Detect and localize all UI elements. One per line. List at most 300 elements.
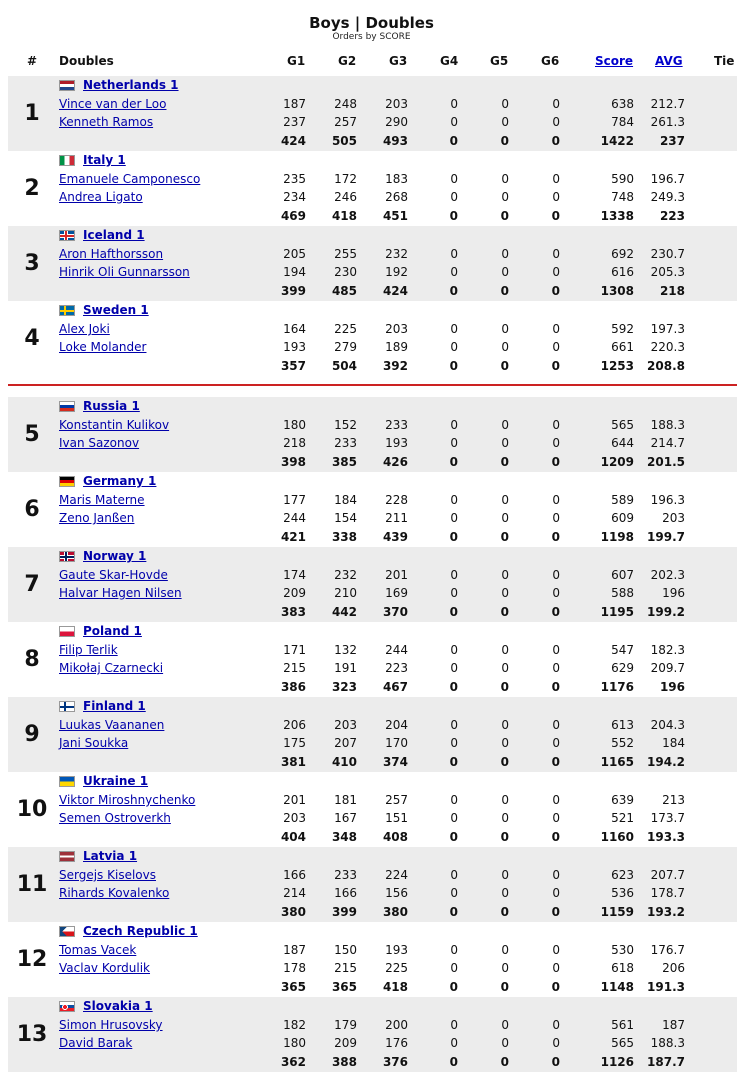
- rank-number: 12: [16, 947, 48, 972]
- player-name-link[interactable]: Sergejs Kiselovs: [59, 868, 156, 882]
- game-2-score: 485: [331, 284, 357, 298]
- game-6-score: 0: [551, 284, 560, 298]
- country-team-link[interactable]: Latvia 1: [83, 849, 138, 863]
- game-3-score: 189: [385, 340, 408, 354]
- game-1-score: 194: [283, 265, 306, 279]
- game-4-score: 0: [449, 605, 458, 619]
- game-4-score: 0: [450, 340, 458, 354]
- avg-value: 201.5: [647, 455, 685, 469]
- avg-value: 199.2: [647, 605, 685, 619]
- game-3-score: 169: [385, 586, 408, 600]
- rank-number: 11: [16, 872, 48, 897]
- game-6-score: 0: [551, 755, 560, 769]
- rank-number: 8: [24, 647, 40, 672]
- game-2-score: 248: [334, 97, 357, 111]
- game-5-score: 0: [501, 811, 509, 825]
- latvia-flag-icon: [59, 851, 75, 862]
- player-name-link[interactable]: Vaclav Kordulik: [59, 961, 151, 975]
- game-2-score: 207: [334, 736, 357, 750]
- team-block: [8, 547, 737, 622]
- player-name-link[interactable]: Aron Hafthorsson: [59, 247, 164, 261]
- avg-value: 196.3: [650, 493, 685, 507]
- score-value: 565: [611, 418, 634, 432]
- avg-value: 261.3: [650, 115, 685, 129]
- game-1-score: 182: [283, 1018, 306, 1032]
- game-3-score: 193: [385, 943, 408, 957]
- avg-value: 199.7: [647, 530, 685, 544]
- score-value: 1148: [600, 980, 634, 994]
- game-6-score: 0: [551, 209, 560, 223]
- score-value: 536: [611, 886, 634, 900]
- game-3-score: 192: [385, 265, 408, 279]
- sort-avg-link[interactable]: AVG: [655, 54, 683, 68]
- game-1-score: 365: [280, 980, 306, 994]
- game-4-score: 0: [450, 511, 458, 525]
- player-name-link[interactable]: Gaute Skar-Hovde: [59, 568, 168, 582]
- game-5-score: 0: [501, 718, 509, 732]
- rank-number: 6: [24, 497, 40, 522]
- game-5-score: 0: [501, 340, 509, 354]
- score-value: 1165: [600, 755, 634, 769]
- game-5-score: 0: [501, 1036, 509, 1050]
- game-1-score: 235: [283, 172, 306, 186]
- team-block: [8, 622, 737, 697]
- team-total-row: [8, 678, 737, 696]
- netherlands-flag-icon: [59, 80, 75, 91]
- game-5-score: 0: [501, 661, 509, 675]
- game-1-score: 174: [283, 568, 306, 582]
- avg-value: 188.3: [650, 1036, 685, 1050]
- game-1-score: 380: [280, 905, 306, 919]
- game-1-score: 244: [283, 511, 306, 525]
- game-5-score: 0: [501, 586, 509, 600]
- game-3-score: 233: [385, 418, 408, 432]
- team-block: [8, 397, 737, 472]
- player-name-link[interactable]: David Barak: [59, 1036, 133, 1050]
- game-5-score: 0: [500, 605, 509, 619]
- col-g2: G2: [338, 54, 357, 68]
- avg-value: 184: [662, 736, 685, 750]
- game-3-score: 408: [382, 830, 408, 844]
- country-team-link[interactable]: Slovakia 1: [83, 999, 153, 1013]
- game-4-score: 0: [450, 718, 458, 732]
- game-2-score: 348: [331, 830, 357, 844]
- game-1-score: 218: [283, 436, 306, 450]
- country-team-link[interactable]: Finland 1: [83, 699, 146, 713]
- game-4-score: 0: [450, 568, 458, 582]
- game-6-score: 0: [552, 1018, 560, 1032]
- player-row: [8, 1034, 737, 1052]
- game-3-score: 203: [385, 97, 408, 111]
- team-block: [8, 301, 737, 376]
- game-5-score: 0: [501, 172, 509, 186]
- score-value: 661: [611, 340, 634, 354]
- player-row: [8, 113, 737, 131]
- col-tie: Tie: [714, 54, 735, 68]
- avg-value: 209.7: [650, 661, 685, 675]
- col-g1: G1: [287, 54, 306, 68]
- player-name-link[interactable]: Filip Terlik: [59, 643, 118, 657]
- game-3-score: 374: [382, 755, 408, 769]
- game-1-score: 357: [280, 359, 306, 373]
- country-team-link[interactable]: Sweden 1: [83, 303, 149, 317]
- game-2-score: 257: [334, 115, 357, 129]
- game-3-score: 151: [385, 811, 408, 825]
- game-4-score: 0: [449, 284, 458, 298]
- player-name-link[interactable]: Ivan Sazonov: [59, 436, 140, 450]
- game-3-score: 223: [385, 661, 408, 675]
- player-name-link[interactable]: Jani Soukka: [59, 736, 129, 750]
- score-value: 623: [611, 868, 634, 882]
- avg-value: 187.7: [647, 1055, 685, 1069]
- game-2-score: 232: [334, 568, 357, 582]
- game-6-score: 0: [551, 830, 560, 844]
- player-row: [8, 941, 737, 959]
- avg-value: 214.7: [650, 436, 685, 450]
- game-6-score: 0: [552, 943, 560, 957]
- avg-value: 212.7: [650, 97, 685, 111]
- game-3-score: 211: [385, 511, 408, 525]
- player-name-link[interactable]: Alex Joki: [59, 322, 110, 336]
- player-row: [8, 959, 737, 977]
- game-5-score: 0: [501, 322, 509, 336]
- game-6-score: 0: [552, 643, 560, 657]
- game-2-score: 230: [334, 265, 357, 279]
- game-1-score: 178: [283, 961, 306, 975]
- avg-value: 237: [659, 134, 685, 148]
- rank-number: 7: [24, 572, 40, 597]
- score-value: 552: [611, 736, 634, 750]
- game-6-score: 0: [551, 134, 560, 148]
- game-6-score: 0: [552, 661, 560, 675]
- score-value: 618: [611, 961, 634, 975]
- column-header-row: [0, 54, 743, 72]
- avg-value: 207.7: [650, 868, 685, 882]
- iceland-flag-icon: [59, 230, 75, 241]
- game-6-score: 0: [552, 190, 560, 204]
- game-2-score: 338: [331, 530, 357, 544]
- game-5-score: 0: [501, 793, 509, 807]
- game-3-score: 176: [385, 1036, 408, 1050]
- game-1-score: 206: [283, 718, 306, 732]
- game-6-score: 0: [552, 265, 560, 279]
- game-4-score: 0: [450, 961, 458, 975]
- player-name-link[interactable]: Simon Hrusovsky: [59, 1018, 163, 1032]
- country-team-link[interactable]: Germany 1: [83, 474, 157, 488]
- game-6-score: 0: [551, 905, 560, 919]
- page-subtitle: Orders by SCORE: [332, 32, 411, 42]
- team-total-row: [8, 357, 737, 375]
- player-row: [8, 566, 737, 584]
- player-row: [8, 263, 737, 281]
- game-5-score: 0: [501, 436, 509, 450]
- avg-value: 191.3: [647, 980, 685, 994]
- game-2-score: 179: [334, 1018, 357, 1032]
- country-team-link[interactable]: Netherlands 1: [83, 78, 179, 92]
- game-4-score: 0: [449, 455, 458, 469]
- game-6-score: 0: [552, 586, 560, 600]
- game-4-score: 0: [450, 793, 458, 807]
- game-5-score: 0: [501, 247, 509, 261]
- team-total-row: [8, 828, 737, 846]
- player-row: [8, 509, 737, 527]
- game-1-score: 234: [283, 190, 306, 204]
- game-1-score: 164: [283, 322, 306, 336]
- game-4-score: 0: [450, 436, 458, 450]
- player-name-link[interactable]: Mikołaj Czarnecki: [59, 661, 164, 675]
- game-6-score: 0: [551, 530, 560, 544]
- game-5-score: 0: [500, 359, 509, 373]
- player-name-link[interactable]: Kenneth Ramos: [59, 115, 154, 129]
- country-team-link[interactable]: Czech Republic 1: [83, 924, 198, 938]
- game-3-score: 467: [382, 680, 408, 694]
- country-team-link[interactable]: Poland 1: [83, 624, 142, 638]
- score-value: 547: [611, 643, 634, 657]
- avg-value: 173.7: [650, 811, 685, 825]
- player-row: [8, 584, 737, 602]
- col-g6: G6: [541, 54, 560, 68]
- game-4-score: 0: [450, 1018, 458, 1032]
- player-name-link[interactable]: Andrea Ligato: [59, 190, 143, 204]
- team-total-row: [8, 753, 737, 771]
- game-5-score: 0: [501, 568, 509, 582]
- game-5-score: 0: [501, 511, 509, 525]
- game-1-score: 386: [280, 680, 306, 694]
- score-value: 616: [611, 265, 634, 279]
- qualification-cutoff-line: [8, 384, 737, 386]
- score-value: 592: [611, 322, 634, 336]
- russia-flag-icon: [59, 401, 75, 412]
- game-5-score: 0: [501, 961, 509, 975]
- score-value: 639: [611, 793, 634, 807]
- team-block: [8, 76, 737, 151]
- player-row: [8, 641, 737, 659]
- game-1-score: 171: [283, 643, 306, 657]
- team-total-row: [8, 282, 737, 300]
- game-6-score: 0: [552, 322, 560, 336]
- game-6-score: 0: [552, 511, 560, 525]
- ukraine-flag-icon: [59, 776, 75, 787]
- game-1-score: 201: [283, 793, 306, 807]
- col-rank: #: [27, 54, 38, 68]
- game-2-score: 210: [334, 586, 357, 600]
- avg-value: 204.3: [650, 718, 685, 732]
- game-1-score: 166: [283, 868, 306, 882]
- game-6-score: 0: [552, 97, 560, 111]
- game-5-score: 0: [501, 265, 509, 279]
- team-total-row: [8, 453, 737, 471]
- game-2-score: 385: [331, 455, 357, 469]
- player-name-link[interactable]: Viktor Miroshnychenko: [59, 793, 196, 807]
- player-name-link[interactable]: Emanuele Camponesco: [59, 172, 201, 186]
- player-name-link[interactable]: Maris Materne: [59, 493, 145, 507]
- player-row: [8, 1016, 737, 1034]
- avg-value: 205.3: [650, 265, 685, 279]
- score-value: 1253: [600, 359, 634, 373]
- rank-number: 10: [16, 797, 48, 822]
- player-name-link[interactable]: Zeno Janßen: [59, 511, 135, 525]
- game-6-score: 0: [552, 718, 560, 732]
- game-1-score: 469: [280, 209, 306, 223]
- game-6-score: 0: [552, 811, 560, 825]
- player-name-link[interactable]: Semen Ostroverkh: [59, 811, 171, 825]
- avg-value: 188.3: [650, 418, 685, 432]
- player-name-link[interactable]: Halvar Hagen Nilsen: [59, 586, 182, 600]
- country-team-link[interactable]: Iceland 1: [83, 228, 145, 242]
- game-2-score: 504: [331, 359, 357, 373]
- game-4-score: 0: [450, 115, 458, 129]
- game-4-score: 0: [449, 755, 458, 769]
- game-4-score: 0: [450, 661, 458, 675]
- player-row: [8, 188, 737, 206]
- player-row: [8, 416, 737, 434]
- avg-value: 220.3: [650, 340, 685, 354]
- rank-number: 2: [24, 176, 40, 201]
- game-2-score: 225: [334, 322, 357, 336]
- game-1-score: 180: [283, 418, 306, 432]
- game-2-score: 418: [331, 209, 357, 223]
- game-4-score: 0: [449, 134, 458, 148]
- score-value: 1160: [600, 830, 634, 844]
- score-value: 609: [611, 511, 634, 525]
- avg-value: 213: [662, 793, 685, 807]
- czech-flag-icon: [59, 926, 75, 937]
- game-2-score: 233: [334, 868, 357, 882]
- game-3-score: 225: [385, 961, 408, 975]
- game-1-score: 193: [283, 340, 306, 354]
- game-6-score: 0: [552, 115, 560, 129]
- player-name-link[interactable]: Tomas Vacek: [59, 943, 137, 957]
- avg-value: 230.7: [650, 247, 685, 261]
- avg-value: 193.2: [647, 905, 685, 919]
- game-2-score: 209: [334, 1036, 357, 1050]
- country-team-link[interactable]: Russia 1: [83, 399, 140, 413]
- team-total-row: [8, 903, 737, 921]
- game-3-score: 201: [385, 568, 408, 582]
- game-6-score: 0: [552, 493, 560, 507]
- game-6-score: 0: [552, 568, 560, 582]
- team-total-row: [8, 603, 737, 621]
- game-3-score: 244: [385, 643, 408, 657]
- game-2-score: 150: [334, 943, 357, 957]
- game-1-score: 203: [283, 811, 306, 825]
- player-name-link[interactable]: Loke Molander: [59, 340, 147, 354]
- avg-value: 197.3: [650, 322, 685, 336]
- page-header: [0, 14, 743, 42]
- score-value: 589: [611, 493, 634, 507]
- game-2-score: 442: [331, 605, 357, 619]
- game-4-score: 0: [449, 530, 458, 544]
- game-3-score: 376: [382, 1055, 408, 1069]
- country-team-link[interactable]: Norway 1: [83, 549, 147, 563]
- game-2-score: 184: [334, 493, 357, 507]
- game-2-score: 132: [334, 643, 357, 657]
- team-total-row: [8, 528, 737, 546]
- avg-value: 178.7: [650, 886, 685, 900]
- score-value: 521: [611, 811, 634, 825]
- game-5-score: 0: [500, 980, 509, 994]
- game-3-score: 203: [385, 322, 408, 336]
- game-5-score: 0: [501, 868, 509, 882]
- game-2-score: 172: [334, 172, 357, 186]
- score-value: 590: [611, 172, 634, 186]
- team-block: [8, 226, 737, 301]
- score-value: 1126: [600, 1055, 634, 1069]
- player-name-link[interactable]: Luukas Vaananen: [59, 718, 165, 732]
- game-4-score: 0: [450, 868, 458, 882]
- game-3-score: 424: [382, 284, 408, 298]
- score-value: 1308: [600, 284, 634, 298]
- game-2-score: 203: [334, 718, 357, 732]
- game-5-score: 0: [501, 643, 509, 657]
- player-row: [8, 320, 737, 338]
- game-6-score: 0: [552, 340, 560, 354]
- player-name-link[interactable]: Hinrik Oli Gunnarsson: [59, 265, 190, 279]
- game-1-score: 205: [283, 247, 306, 261]
- team-block: [8, 922, 737, 997]
- avg-value: 249.3: [650, 190, 685, 204]
- country-team-link[interactable]: Ukraine 1: [83, 774, 149, 788]
- game-6-score: 0: [552, 793, 560, 807]
- avg-value: 203: [662, 511, 685, 525]
- game-4-score: 0: [450, 886, 458, 900]
- game-1-score: 362: [280, 1055, 306, 1069]
- game-2-score: 388: [331, 1055, 357, 1069]
- game-4-score: 0: [450, 493, 458, 507]
- game-2-score: 323: [331, 680, 357, 694]
- game-5-score: 0: [501, 943, 509, 957]
- avg-value: 223: [659, 209, 685, 223]
- player-row: [8, 95, 737, 113]
- player-name-link[interactable]: Vince van der Loo: [59, 97, 167, 111]
- game-5-score: 0: [501, 115, 509, 129]
- player-row: [8, 245, 737, 263]
- team-block: [8, 997, 737, 1072]
- avg-value: 218: [659, 284, 685, 298]
- game-5-score: 0: [501, 493, 509, 507]
- game-6-score: 0: [552, 886, 560, 900]
- game-1-score: 421: [280, 530, 306, 544]
- player-name-link[interactable]: Rihards Kovalenko: [59, 886, 170, 900]
- game-1-score: 383: [280, 605, 306, 619]
- score-value: 644: [611, 436, 634, 450]
- player-name-link[interactable]: Konstantin Kulikov: [59, 418, 170, 432]
- team-block: [8, 847, 737, 922]
- game-3-score: 183: [385, 172, 408, 186]
- sweden-flag-icon: [59, 305, 75, 316]
- game-5-score: 0: [500, 134, 509, 148]
- game-4-score: 0: [450, 643, 458, 657]
- country-team-link[interactable]: Italy 1: [83, 153, 126, 167]
- game-1-score: 424: [280, 134, 306, 148]
- finland-flag-icon: [59, 701, 75, 712]
- team-block: [8, 151, 737, 226]
- col-g5: G5: [490, 54, 509, 68]
- game-3-score: 232: [385, 247, 408, 261]
- game-2-score: 410: [331, 755, 357, 769]
- game-2-score: 246: [334, 190, 357, 204]
- game-6-score: 0: [552, 868, 560, 882]
- game-1-score: 180: [283, 1036, 306, 1050]
- avg-value: 196: [659, 680, 685, 694]
- avg-value: 196: [662, 586, 685, 600]
- avg-value: 187: [662, 1018, 685, 1032]
- sort-score-link[interactable]: Score: [595, 54, 634, 68]
- game-5-score: 0: [501, 190, 509, 204]
- team-total-row: [8, 978, 737, 996]
- score-value: 1209: [600, 455, 634, 469]
- team-total-row: [8, 132, 737, 150]
